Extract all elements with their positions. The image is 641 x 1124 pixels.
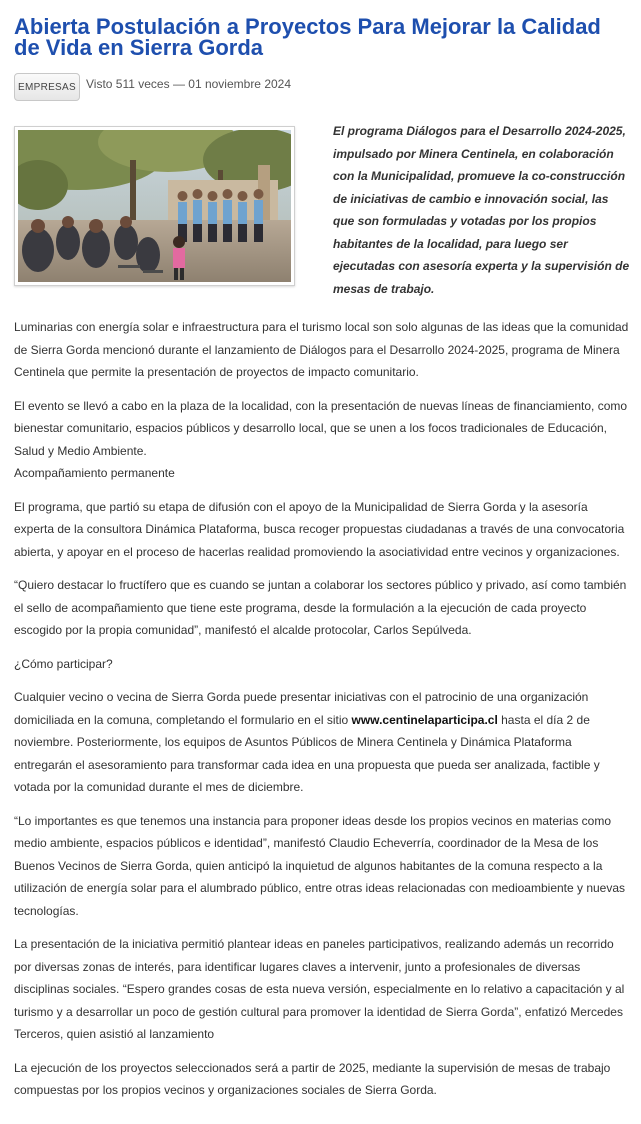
- paragraph: “Lo importantes es que tenemos una instancia para proponer ideas desde los propios vecinos en materias como medio ambiente, espacios públicos e identidad”, manifestó Claudio Echeverría, coordinador de la Mesa de los Buenos Vecinos de Sierra Gorda, quien anticipó la inquietud de algunos habitantes de la comuna respecto a la utilización de energía solar para el alumbrado público, entre otras ideas relacionadas con medioambiente y nuevas tecnologías.: [14, 813, 626, 918]
- paragraph: “Quiero destacar lo fructífero que es cuando se juntan a colaborar los sectores público y privado, así como también el sello de acompañamiento que tiene este programa, desde la formulación a la ejecución de cada proyecto escogido por la propia comunidad”, manifestó el alcalde protocolar, Carlos Sepúlveda.: [14, 578, 627, 637]
- views-date: Visto 511 veces — 01 noviembre 2024: [86, 77, 292, 91]
- article-body: [14, 316, 629, 1113]
- article-photo: [14, 126, 295, 286]
- article-lead: El programa Diálogos para el Desarrollo 2024-2025, impulsado por Minera Centinela, en colaboración con la Municipalidad, promueve la co-construcción de iniciativas de cambio e innovación social, las que son formuladas y votadas por los propios habitantes de la localidad, para luego ser ejecutadas con asesoría experta y la supervisión de mesas de trabajo.: [333, 124, 630, 296]
- paragraph-text: Cualquier vecino o vecina de Sierra Gorda puede presentar iniciativas con el patrocinio de una organización domiciliada en la comuna, completando el formulario en el sitio: [14, 690, 589, 727]
- paragraph: La ejecución de los proyectos seleccionados será a partir de 2025, mediante la supervisión de mesas de trabajo compuestas por los propios vecinos y organizaciones sociales de Sierra Gorda.: [14, 1060, 611, 1097]
- paragraph: [14, 686, 629, 799]
- centinela-participa-link[interactable]: www.centinelaparticipa.cl: [351, 712, 498, 727]
- event-photo-image: [18, 130, 291, 282]
- category-badge[interactable]: EMPRESAS: [14, 73, 80, 101]
- paragraph: El programa, que partió su etapa de difusión con el apoyo de la Municipalidad de Sierra Gorda y la asesoría experta de la consultora Dinámica Plataforma, busca recoger propuestas ciudadanas a través de una convocatoria abierta, y apoyar en el proceso de hacerlas realidad promoviendo la asociatividad entre vecinos y organizaciones.: [14, 499, 625, 559]
- paragraph: Luminarias con energía solar e infraestructura para el turismo local son solo algunas de las ideas que la comunidad de Sierra Gorda mencionó durante el lanzamiento de Diálogos para el Desarrollo 2024-2025, programa de Minera Centinela que permite la presentación de proyectos de impacto comunitario.: [14, 320, 629, 379]
- subheading-como-participar: ¿Cómo participar?: [14, 656, 113, 671]
- article-meta: [14, 71, 291, 103]
- paragraph: El evento se llevó a cabo en la plaza de la localidad, con la presentación de nuevas líneas de financiamiento, como bienestar comunitario, espacios públicos y desarrollo local, que se unen a los focos tradicionales de Educación, Salud y Medio Ambiente.: [14, 398, 628, 458]
- paragraph: La presentación de la iniciativa permitió plantear ideas en paneles participativos, realizando además un recorrido por diversas zonas de interés, para identificar lugares claves a intervenir, junto a profesionales de diversas disciplinas sociales. “Espero grandes cosas de esta nueva versión, especialmente en lo relativo a capacitación y al turismo y a desarrollar un poco de gestión cultural para promover la identidad de Sierra Gorda”, enfatizó Mercedes Terceros, quien asistió al lanzamiento: [14, 937, 625, 1041]
- article-title[interactable]: Abierta Postulación a Proyectos Para Mejorar la Calidad de Vida en Sierra Gorda: [14, 14, 601, 60]
- paragraph-text: hasta el día 2 de noviembre. Posteriormente, los equipos de Asuntos Públicos de Minera Centinela y Dinámica Plataforma entregarán el asesoramiento para transformar cada idea en una propuesta que pueda ser analizada, factible y votada por la comunidad durante el mes de diciembre.: [14, 712, 600, 794]
- subheading-acompanamiento: Acompañamiento permanente: [14, 466, 175, 480]
